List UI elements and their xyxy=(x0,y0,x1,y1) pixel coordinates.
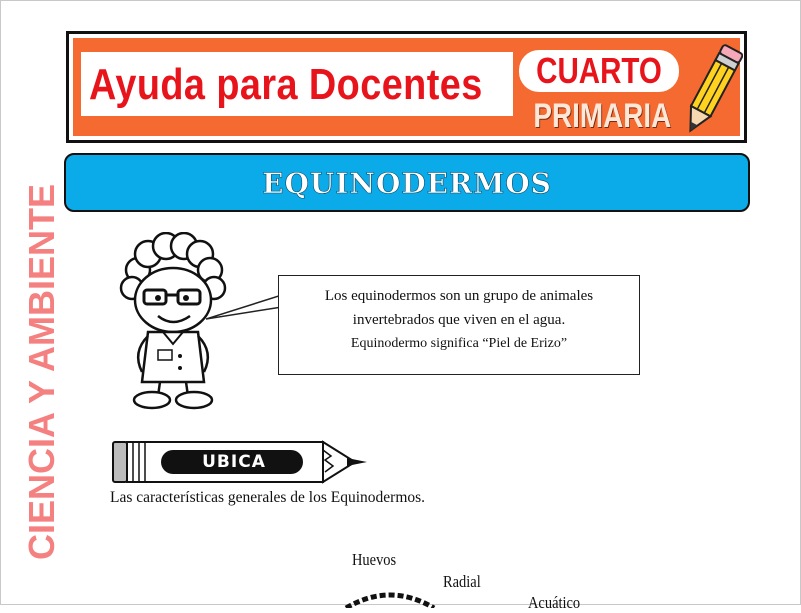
pencil-icon xyxy=(681,40,743,140)
grade-line-1: CUARTO xyxy=(536,50,662,91)
activity-description: Las características generales de los Equinodermos. xyxy=(110,489,426,506)
starfish-illustration xyxy=(340,588,440,608)
site-title: Ayuda para Docentes xyxy=(89,60,483,109)
diagram-label-radial: Radial xyxy=(443,572,481,591)
speech-line-1: Los equinodermos son un grupo de animales xyxy=(324,288,594,304)
speech-line-2: invertebrados que viven en el agua. xyxy=(352,312,566,328)
speech-tail xyxy=(206,285,282,325)
topic-title: EQUINODERMOS xyxy=(262,167,552,200)
speech-line-3: Equinodermo significa “Piel de Erizo” xyxy=(350,336,568,351)
activity-label: UBICA xyxy=(202,452,266,472)
subject-side-label: CIENCIA Y AMBIENTE xyxy=(21,183,62,560)
header-banner xyxy=(66,31,747,143)
grade-line-2: PRIMARIA xyxy=(533,97,672,135)
speech-bubble xyxy=(278,275,640,375)
topic-bar xyxy=(64,153,750,212)
banner-background xyxy=(73,38,740,136)
diagram-label-huevos: Huevos xyxy=(352,550,397,569)
diagram-label-acuatico: Acuático xyxy=(528,593,581,612)
